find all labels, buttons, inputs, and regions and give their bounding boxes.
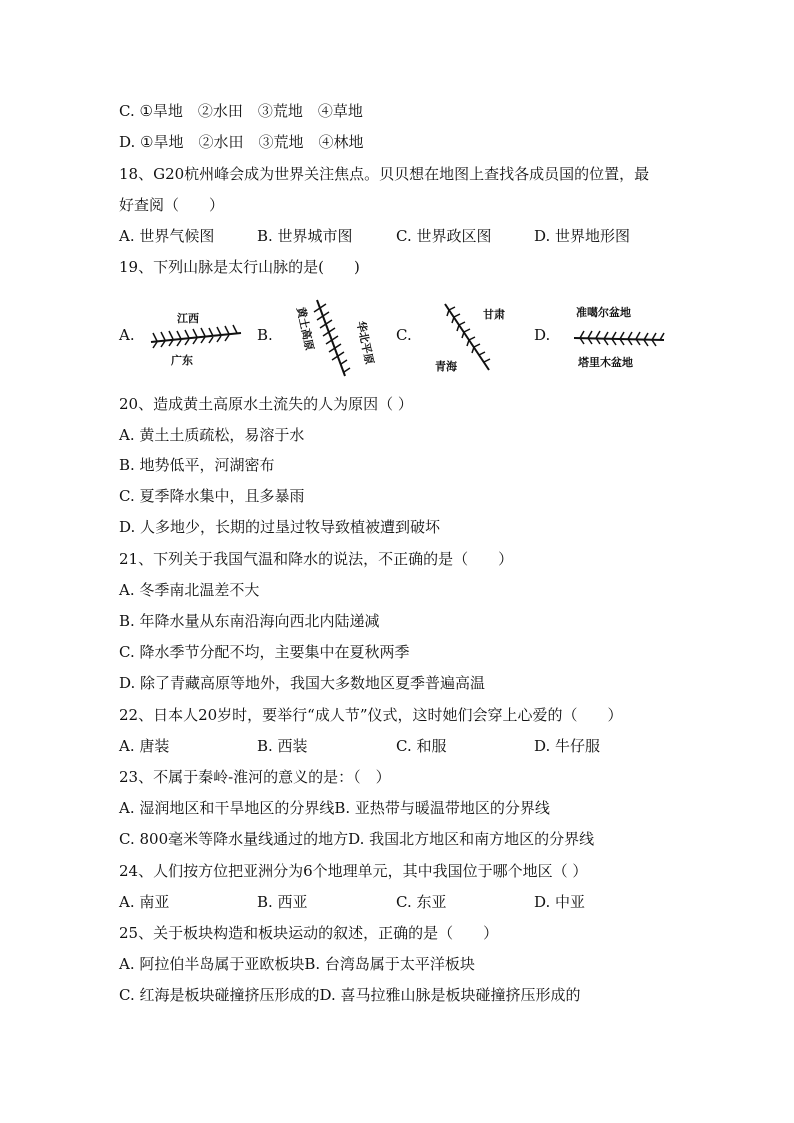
q21-option-d: D. 除了青藏高原等地外，我国大多数地区夏季普遍高温	[119, 674, 486, 692]
q22-option-b: B. 西装	[257, 737, 308, 755]
q24-option-b: B. 西亚	[257, 893, 308, 911]
q17-option-d: D. ①旱地 ②水田 ③荒地 ④林地	[119, 133, 364, 151]
label-loess-plateau: 黄土高原	[294, 305, 316, 352]
q18-option-a: A. 世界气候图	[119, 227, 215, 245]
q24-stem: 24、人们按方位把亚洲分为6个地理单元，其中我国位于哪个地区（ ）	[119, 862, 588, 880]
q22-options	[119, 736, 679, 756]
q22-stem: 22、日本人20岁时，要举行“成人节”仪式，这时她们会穿上心爱的（ ）	[119, 706, 623, 724]
mountain-range-c-icon	[431, 298, 531, 378]
mountain-range-a-icon	[147, 298, 247, 378]
q24-options	[119, 892, 679, 912]
q19-figure-d	[534, 298, 679, 378]
q20-option-c: C. 夏季降水集中，且多暴雨	[119, 487, 305, 505]
q20-stem: 20、造成黄土高原水土流失的人为原因（ ）	[119, 395, 413, 413]
label-qinghai: 青海	[435, 360, 457, 373]
q18-option-b: B. 世界城市图	[257, 227, 353, 245]
q19-figure-c	[396, 298, 526, 378]
q20-option-a: A. 黄土土质疏松，易溶于水	[119, 426, 305, 444]
q20-option-d: D. 人多地少，长期的过垦过牧导致植被遭到破坏	[119, 518, 441, 536]
label-guangdong: 广东	[171, 354, 193, 367]
q20-option-b: B. 地势低平，河湖密布	[119, 456, 275, 474]
mountain-range-b-icon	[287, 298, 387, 378]
q23-options-line2: C. 800毫米等降水量线通过的地方D. 我国北方地区和南方地区的分界线	[119, 830, 595, 848]
label-tarim-basin: 塔里木盆地	[578, 356, 633, 369]
q21-option-c: C. 降水季节分配不均，主要集中在夏秋两季	[119, 643, 410, 661]
q19-figures	[119, 298, 679, 378]
q24-option-d: D. 中亚	[534, 893, 586, 911]
q18-stem-line2: 好查阅（ ）	[119, 196, 225, 214]
mountain-range-d-icon	[564, 298, 679, 378]
q24-option-a: A. 南亚	[119, 893, 170, 911]
q18-options	[119, 226, 679, 246]
q19-figure-a	[119, 298, 249, 378]
q18-option-c: C. 世界政区图	[396, 227, 492, 245]
label-north-china-plain: 华北平原	[354, 319, 376, 366]
q19-figure-d-letter: D.	[534, 326, 551, 344]
q21-option-a: A. 冬季南北温差不大	[119, 581, 260, 599]
q19-stem: 19、下列山脉是太行山脉的是( )	[119, 258, 360, 276]
label-gansu: 甘肃	[483, 308, 505, 321]
q19-figure-a-letter: A.	[119, 326, 135, 344]
label-jiangxi: 江西	[177, 312, 199, 325]
q25-stem: 25、关于板块构造和板块运动的叙述，正确的是（ ）	[119, 924, 499, 942]
q22-option-c: C. 和服	[396, 737, 447, 755]
q24-option-c: C. 东亚	[396, 893, 447, 911]
q19-figure-b-letter: B.	[257, 326, 273, 344]
q22-option-a: A. 唐装	[119, 737, 170, 755]
q19-figure-c-letter: C.	[396, 326, 412, 344]
q17-option-c: C. ①旱地 ②水田 ③荒地 ④草地	[119, 102, 363, 120]
q18-option-d: D. 世界地形图	[534, 227, 631, 245]
label-junggar-basin: 准噶尔盆地	[576, 306, 631, 319]
q21-stem: 21、下列关于我国气温和降水的说法，不正确的是（ ）	[119, 550, 514, 568]
q25-options-line2: C. 红海是板块碰撞挤压形成的D. 喜马拉雅山脉是板块碰撞挤压形成的	[119, 986, 581, 1004]
q19-figure-b	[257, 298, 387, 378]
q23-options-line1: A. 湿润地区和干旱地区的分界线B. 亚热带与暖温带地区的分界线	[119, 799, 550, 817]
q23-stem: 23、不属于秦岭-淮河的意义的是：（ ）	[119, 768, 391, 786]
q25-options-line1: A. 阿拉伯半岛属于亚欧板块B. 台湾岛属于太平洋板块	[119, 955, 475, 973]
q18-stem-line1: 18、G20杭州峰会成为世界关注焦点。贝贝想在地图上查找各成员国的位置，最	[119, 165, 650, 183]
q22-option-d: D. 牛仔服	[534, 737, 601, 755]
q21-option-b: B. 年降水量从东南沿海向西北内陆递减	[119, 612, 380, 630]
